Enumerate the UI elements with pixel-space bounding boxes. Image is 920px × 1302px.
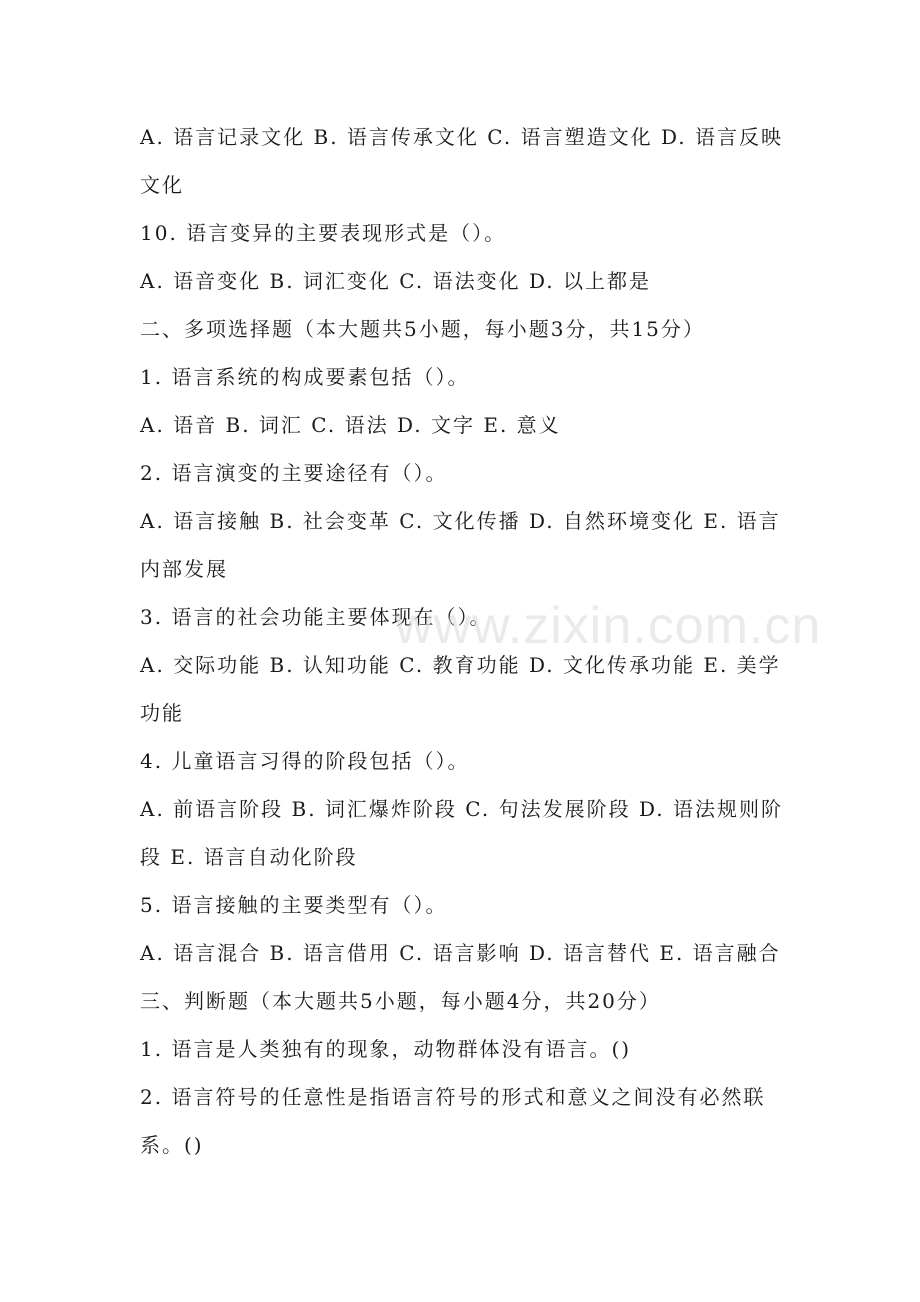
question-10: 10. 语言变异的主要表现形式是（）。	[140, 221, 507, 245]
mc-options-2: A. 语言接触 B. 社会变革 C. 文化传播 D. 自然环境变化 E. 语言	[140, 509, 781, 533]
mc-question-2: 2. 语言演变的主要途径有（）。	[140, 461, 448, 485]
mc-question-3: 3. 语言的社会功能主要体现在（）。	[140, 605, 492, 629]
option-line-q9-cont: 文化	[140, 173, 184, 197]
mc-options-5: A. 语言混合 B. 语言借用 C. 语言影响 D. 语言替代 E. 语言融合	[140, 941, 781, 965]
mc-question-1: 1. 语言系统的构成要素包括（）。	[140, 365, 470, 389]
section-heading-multiple-choice: 二、多项选择题（本大题共5小题，每小题3分，共15分）	[140, 317, 705, 341]
mc-options-4: A. 前语言阶段 B. 词汇爆炸阶段 C. 句法发展阶段 D. 语法规则阶	[140, 797, 783, 821]
tf-question-1: 1. 语言是人类独有的现象，动物群体没有语言。()	[140, 1037, 632, 1061]
mc-question-4: 4. 儿童语言习得的阶段包括（）。	[140, 749, 470, 773]
mc-options-4-cont: 段 E. 语言自动化阶段	[140, 845, 358, 869]
section-heading-true-false: 三、判断题（本大题共5小题，每小题4分，共20分）	[140, 989, 661, 1013]
tf-question-2-cont: 系。()	[140, 1133, 204, 1157]
mc-question-5: 5. 语言接触的主要类型有（）。	[140, 893, 448, 917]
document-body	[140, 113, 800, 1169]
mc-options-2-cont: 内部发展	[140, 557, 228, 581]
watermark: www.zixin.com.cn	[395, 597, 822, 655]
option-line-q9: A. 语言记录文化 B. 语言传承文化 C. 语言塑造文化 D. 语言反映	[140, 125, 783, 149]
mc-options-1: A. 语音 B. 词汇 C. 语法 D. 文字 E. 意义	[140, 413, 561, 437]
mc-options-3: A. 交际功能 B. 认知功能 C. 教育功能 D. 文化传承功能 E. 美学	[140, 653, 781, 677]
tf-question-2: 2. 语言符号的任意性是指语言符号的形式和意义之间没有必然联	[140, 1085, 766, 1109]
option-line-q10: A. 语音变化 B. 词汇变化 C. 语法变化 D. 以上都是	[140, 269, 651, 293]
mc-options-3-cont: 功能	[140, 701, 184, 725]
